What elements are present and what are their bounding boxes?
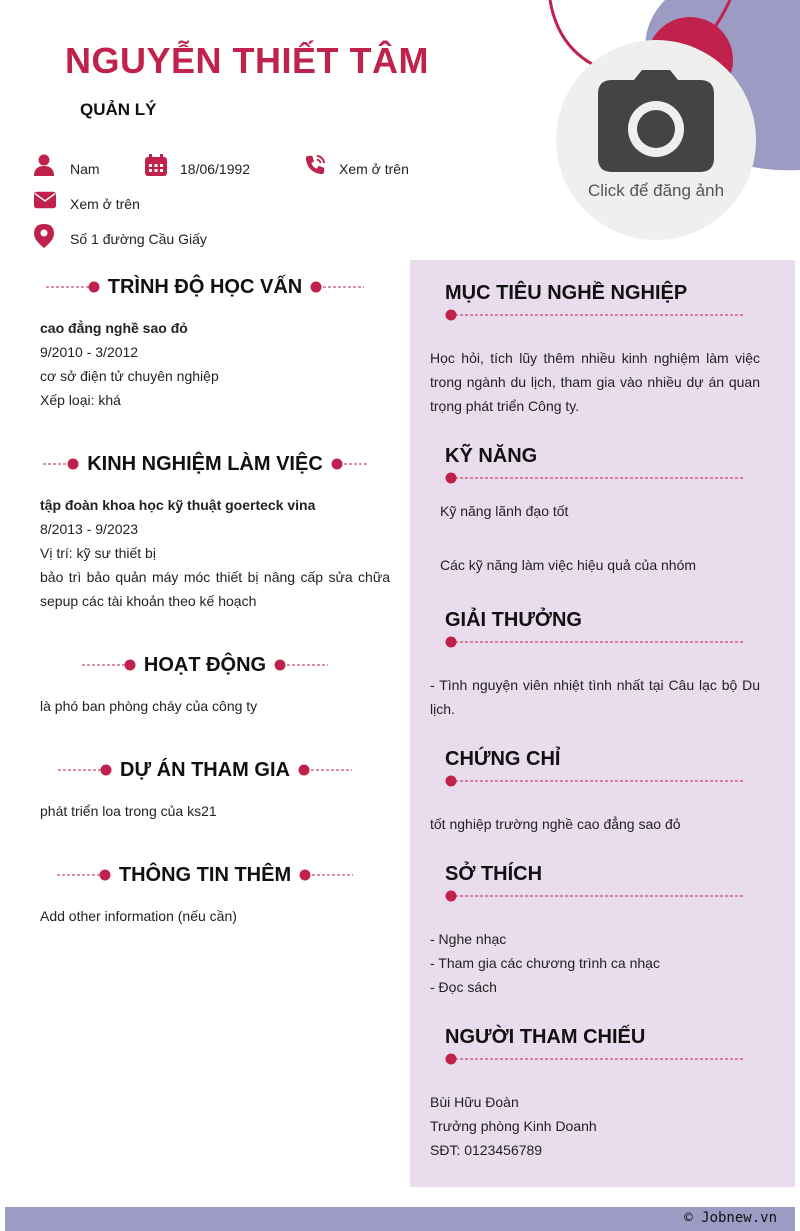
education-heading [40,272,370,302]
section-divider [445,636,745,648]
awards-title: GIẢI THƯỞNG [445,609,582,631]
projects-title: DỰ ÁN THAM GIA [120,758,290,781]
education-school: cao đẳng nghề sao đỏ [40,320,188,336]
education-grade: Xếp loại: khá [40,392,121,408]
certificates-title: CHỨNG CHỈ [445,748,561,770]
heading-divider-left [44,281,100,293]
education-block [40,316,390,412]
activities-heading [40,650,370,680]
heading-divider-right [298,764,354,776]
skills-title: KỸ NĂNG [445,445,538,467]
more-info-text: Add other information (nếu cần) [40,908,237,924]
experience-period: 8/2013 - 9/2023 [40,521,139,537]
skill-item: Các kỹ năng làm việc hiệu quả của nhóm [440,557,697,573]
references-title: NGƯỜI THAM CHIẾU [445,1026,646,1048]
map-marker-icon [33,225,55,247]
more-info-heading [40,860,370,890]
experience-description: bảo trì bảo quản máy móc thiết bị nâng cấp sửa chữa sepup các tài khoản theo kế hoạch [40,569,390,609]
hobbies-title: SỞ THÍCH [445,863,543,885]
objective-text: Học hỏi, tích lũy thêm nhiều kinh nghiệm làm việc trong ngành du lịch, tham gia vào nhiều dự án quan trọng phát triển Công ty. [430,350,760,414]
heading-divider-right [331,458,367,470]
experience-position: Vị trí: kỹ sư thiết bị [40,545,156,561]
heading-divider-right [299,869,355,881]
hobby-item: - Đọc sách [430,979,497,995]
copyright-text[interactable]: © Jobnew.vn [684,1210,777,1226]
objective-title: MỤC TIÊU NGHỀ NGHIỆP [445,282,688,304]
education-major: cơ sở điện tử chuyên nghiệp [40,368,219,384]
phone-value: Xem ở trên [339,161,409,177]
activities-title: HOẠT ĐỘNG [143,653,267,676]
heading-divider-left [56,764,112,776]
hobby-item: - Nghe nhạc [430,931,507,947]
section-divider [445,775,745,787]
email-value: Xem ở trên [70,196,140,212]
activities-text: là phó ban phòng cháy của công ty [40,698,258,714]
section-divider [445,1053,745,1065]
experience-heading [40,449,370,479]
certificates-text: tốt nghiệp trường nghề cao đẳng sao đỏ [430,816,681,832]
candidate-name: NGUYỄN THIẾT TÂM [65,40,429,81]
photo-upload-label[interactable]: Click để đăng ảnh [587,181,725,200]
skill-item: Kỹ năng lãnh đạo tốt [440,503,569,519]
references-block [430,1090,760,1162]
experience-block [40,493,390,613]
candidate-role: QUẢN LÝ [80,100,157,119]
heading-divider-left [43,458,79,470]
experience-company: tập đoàn khoa học kỹ thuật goerteck vina [40,497,316,513]
heading-divider-left [55,869,111,881]
section-divider [445,309,745,321]
camera-icon [596,68,716,174]
phone-icon [304,154,326,176]
more-info-title: THÔNG TIN THÊM [118,863,292,886]
envelope-icon [34,189,56,211]
section-divider [445,472,745,484]
gender-value: Nam [70,161,100,177]
heading-divider-right [274,659,330,671]
birthday-value: 18/06/1992 [180,161,251,177]
photo-upload[interactable] [556,40,756,240]
projects-text: phát triển loa trong của ks21 [40,803,217,819]
awards-text: - Tình nguyện viên nhiệt tình nhất tại Câu lạc bộ Du lịch. [430,677,760,717]
experience-title: KINH NGHIỆM LÀM VIỆC [87,452,323,475]
heading-divider-right [310,281,366,293]
reference-position: Trưởng phòng Kinh Doanh [430,1118,597,1134]
reference-name: Bùi Hữu Đoàn [430,1094,519,1110]
heading-divider-left [80,659,136,671]
address-value: Số 1 đường Cầu Giấy [70,231,207,247]
hobby-item: - Tham gia các chương trình ca nhạc [430,955,660,971]
reference-phone: SĐT: 0123456789 [430,1142,543,1158]
hobbies-list [430,927,760,999]
footer-bar [5,1207,795,1231]
section-divider [445,890,745,902]
user-icon [33,154,55,176]
calendar-icon [145,154,167,176]
education-period: 9/2010 - 3/2012 [40,344,139,360]
education-title: TRÌNH ĐỘ HỌC VẤN [107,275,303,298]
projects-heading [40,755,370,785]
